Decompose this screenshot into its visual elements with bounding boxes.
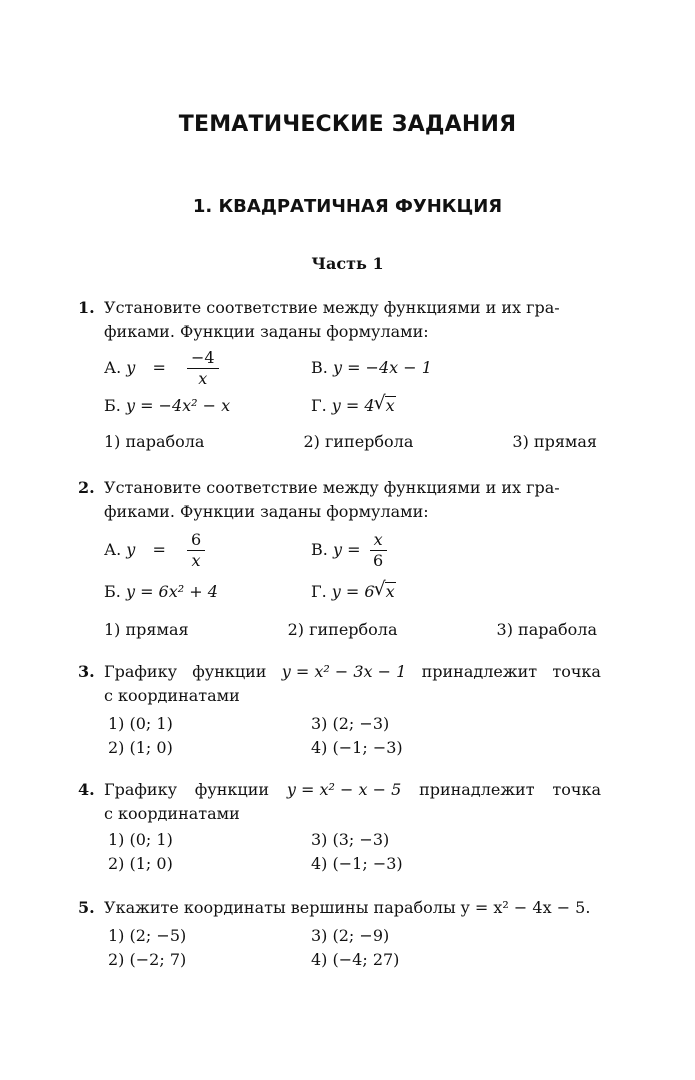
fraction-numerator: x [370,530,387,551]
fraction [370,530,387,571]
fraction-numerator: −4 [187,348,219,369]
formula-label: В. [311,358,328,377]
radicand: x [385,582,395,601]
fraction-denominator: x [191,551,201,570]
formula-a [104,348,223,389]
word: Графику [104,780,177,799]
formula-lhs: y = [332,540,361,559]
task-text-line [104,660,601,684]
formula-g [311,580,396,604]
fraction [187,348,219,389]
answer-option: 3) (3; −3) [311,830,390,849]
word: точка [552,780,601,799]
formula-label: Г. [311,582,327,601]
formula-expression: y = −4x² − x [125,396,231,415]
task-text-line: Установите соответствие между функциями и их гра- [104,298,560,317]
formula-expression: y = −4x − 1 [332,358,432,377]
formula-label: А. [104,358,122,377]
square-root [375,580,396,604]
task-number: 1. [78,298,95,317]
page-title: ТЕМАТИЧЕСКИЕ ЗАДАНИЯ [178,112,517,137]
task-number: 4. [78,780,95,799]
answer-option: 4) (−1; −3) [311,738,403,757]
formula-v [311,530,391,571]
part-title: Часть 1 [311,254,384,273]
formula-lhs: y [126,540,136,559]
fraction-denominator: 6 [372,551,384,570]
formula-a [104,530,209,571]
task-text-line: фиками. Функции заданы формулами: [104,322,429,341]
formula-lhs: y [126,358,136,377]
task-text-line [104,778,601,802]
task-text-line: Укажите координаты вершины параболы y = x² − 4x − 5. [104,898,591,917]
fraction-numerator: 6 [187,530,205,551]
answer-option: 3) прямая [512,432,597,451]
equals-sign: = [152,358,166,377]
function-formula: y = x² − x − 5 [286,780,402,799]
answer-option: 3) (2; −3) [311,714,390,733]
answer-option: 2) гипербола [287,620,398,639]
formula-label: А. [104,540,122,559]
answer-option: 4) (−4; 27) [311,950,400,969]
formula-g [311,394,396,418]
answer-options [104,430,597,454]
answer-option: 2) (1; 0) [108,738,173,757]
section-title: 1. КВАДРАТИЧНАЯ ФУНКЦИЯ [192,196,503,217]
answer-option: 1) парабола [104,432,205,451]
radicand: x [385,396,395,415]
formula-b [104,580,218,604]
task-text-line: фиками. Функции заданы формулами: [104,502,429,521]
word: точка [552,662,601,681]
formula-label: Б. [104,582,121,601]
function-formula: y = x² − 3x − 1 [281,662,407,681]
answer-option: 4) (−1; −3) [311,854,403,873]
task-number: 3. [78,662,95,681]
word: принадлежит [419,780,535,799]
answer-option: 2) (1; 0) [108,854,173,873]
word: принадлежит [421,662,538,681]
answer-option: 1) прямая [104,620,189,639]
equals-sign: = [152,540,166,559]
formula-v [311,356,432,380]
formula-label: В. [311,540,328,559]
task-number: 2. [78,478,95,497]
formula-lhs: y = 4 [331,396,375,415]
answer-option: 2) гипербола [303,432,414,451]
formula-label: Б. [104,396,121,415]
fraction [187,530,205,571]
answer-option: 3) парабола [496,620,597,639]
answer-option: 2) (−2; 7) [108,950,187,969]
square-root [375,394,396,418]
answer-options [104,618,597,642]
formula-label: Г. [311,396,327,415]
formula-b [104,394,230,418]
task-text-line: Установите соответствие между функциями и их гра- [104,478,560,497]
answer-option: 1) (2; −5) [108,926,187,945]
formula-expression: y = 6x² + 4 [125,582,218,601]
task-text-line: с координатами [104,686,240,705]
task-number: 5. [78,898,95,917]
formula-lhs: y = 6 [331,582,375,601]
task-text-line: с координатами [104,804,240,823]
answer-option: 1) (0; 1) [108,830,173,849]
word: Графику [104,662,177,681]
word: функции [194,780,270,799]
answer-option: 1) (0; 1) [108,714,173,733]
answer-option: 3) (2; −9) [311,926,390,945]
fraction-denominator: x [198,369,208,388]
word: функции [192,662,267,681]
